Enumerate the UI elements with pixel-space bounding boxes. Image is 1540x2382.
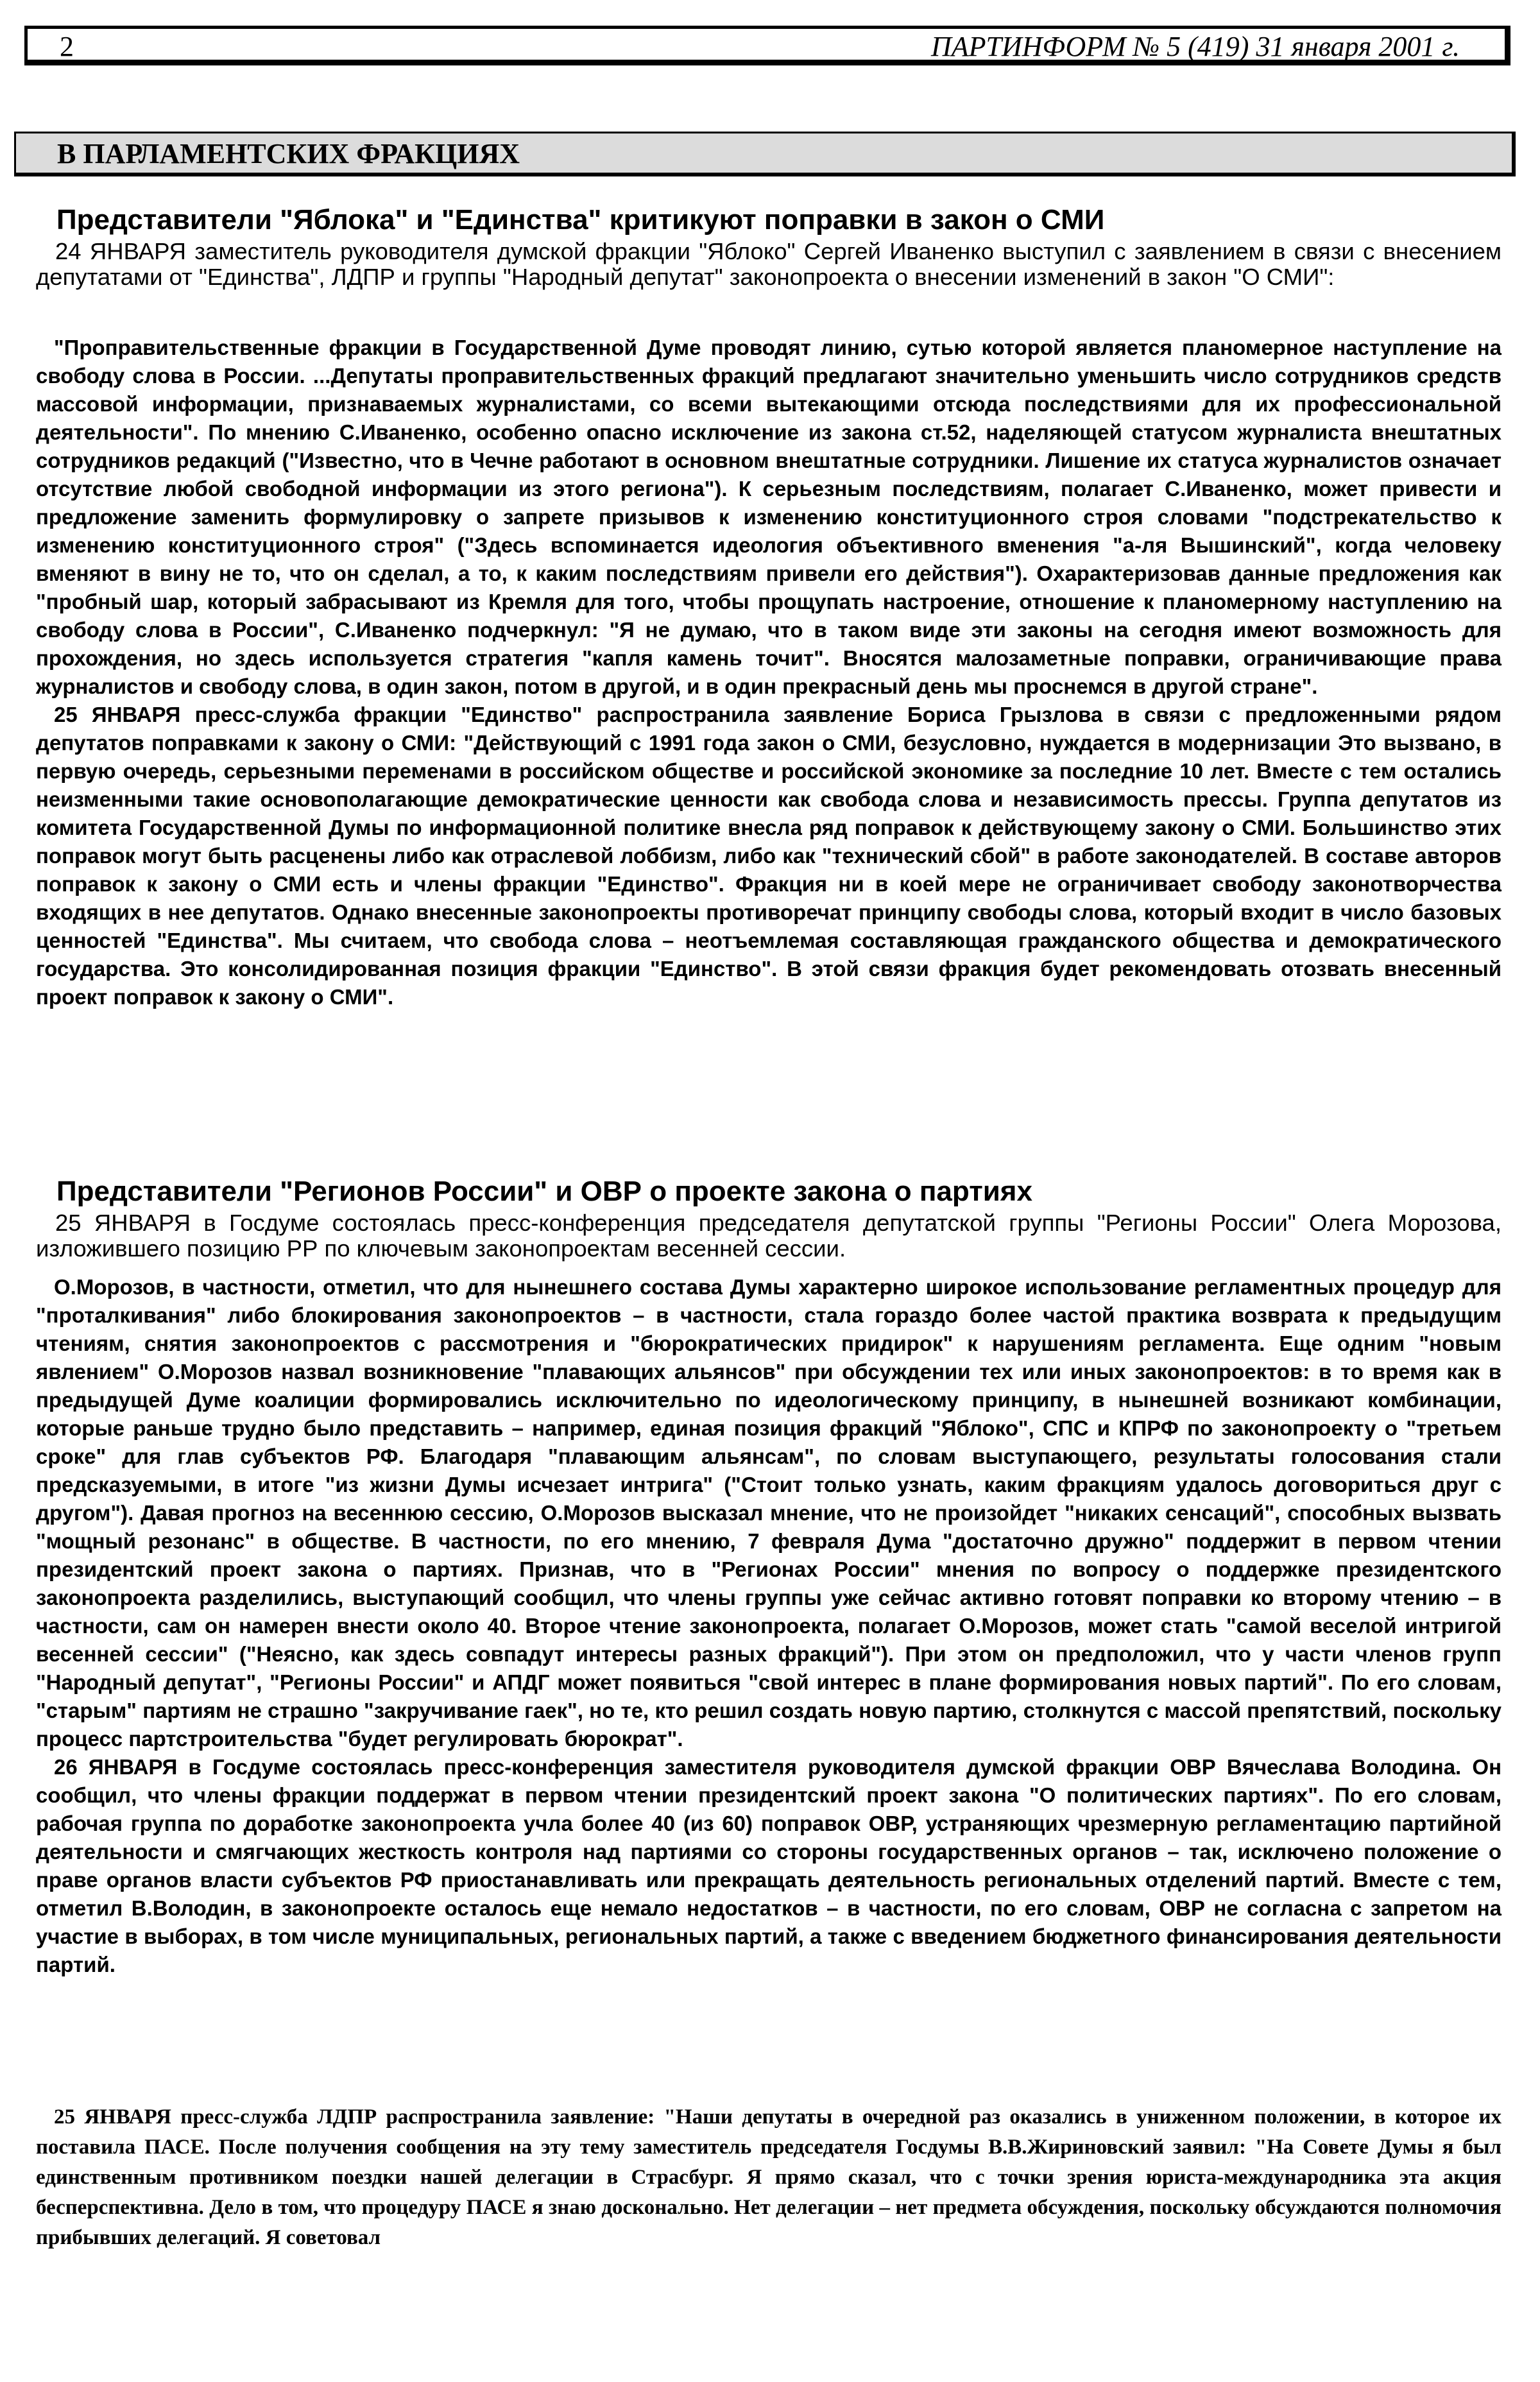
article2-body [36, 1273, 1502, 1979]
section-banner [14, 132, 1516, 176]
section-title: В ПАРЛАМЕНТСКИХ ФРАКЦИЯХ [57, 138, 520, 169]
article3-body [36, 2102, 1502, 2253]
article2-paragraph: 26 ЯНВАРЯ в Госдуме состоялась пресс-конференция заместителя руководителя думской фракции ОВР Вячеслава Володина. Он сообщил, что члены фракции поддержат в первом чтении президентский проект закона "О политических партиях". По его словам, рабочая группа по доработке законопроекта учла более 40 (из 60) поправок ОВР, устраняющих чрезмерную регламентацию партийной деятельности и смягчающих жесткость контроля над партиями со стороны государственных органов – так, исключено положение о праве органов власти субъектов РФ приостанавливать или прекращать деятельность региональных отделений партий. Вместе с тем, отметил В.Володин, в законопроекте осталось еще немало недостатков – в частности, по его словам, ОВР не согласна с запретом на участие в выборах, в том числе муниципальных, региональных партий, а также с введением бюджетного финансирования деятельности партий. [36, 1755, 1502, 1976]
masthead: ПАРТИНФОРМ № 5 (419) 31 января 2001 г. [930, 31, 1460, 62]
article1-lead: 24 ЯНВАРЯ заместитель руководителя думской фракции "Яблоко" Сергей Иваненко выступил с заявлением в связи с внесением депутатами от "Единства", ЛДПР и группы "Народный депутат" законопроекта о внесении изменений в закон "О СМИ": [36, 238, 1502, 290]
article1-body [36, 334, 1502, 1011]
page-header [24, 26, 1510, 65]
article1-paragraph: 25 ЯНВАРЯ пресс-служба фракции "Единство" распространила заявление Бориса Грызлова в связи с предложенными рядом депутатов поправками к закону о СМИ: "Действующий с 1991 года закон о СМИ, безусловно, нуждается в модернизации Это вызвано, в первую очередь, серьезными переменами в российском обществе и российской экономике за последние 10 лет. Вместе с тем остались неизменными такие основополагающие демократические ценности как свобода слова и независимость прессы. Группа депутатов из комитета Государственной Думы по информационной политике внесла ряд поправок к действующему закону о СМИ. Большинство этих поправок могут быть расценены либо как отраслевой лоббизм, либо как "технический сбой" в работе законодателей. В составе авторов поправок к закону о СМИ есть и члены фракции "Единство". Фракция ни в коей мере не ограничивает свободу законотворчества входящих в нее депутатов. Однако внесенные законопроекты противоречат принципу свободы слова, который входит в число базовых ценностей "Единства". Мы считаем, что свобода слова – неотъемлемая составляющая гражданского общества и демократического государства. Это консолидированная позиция фракции "Единство". В этой связи фракция будет рекомендовать отозвать внесенный проект поправок к закону о СМИ". [36, 703, 1502, 1009]
article2-headline: Представители "Регионов России" и ОВР о проекте закона о партиях [56, 1176, 1032, 1207]
article2-lead: 25 ЯНВАРЯ в Госдуме состоялась пресс-конференция председателя депутатской группы "Регионы России" Олега Морозова, изложившего позицию РР по ключевым законопроектам весенней сессии. [36, 1210, 1502, 1262]
article1-headline: Представители "Яблока" и "Единства" критикуют поправки в закон о СМИ [56, 204, 1105, 236]
article3-paragraph: 25 ЯНВАРЯ пресс-служба ЛДПР распространила заявление: "Наши депутаты в очередной раз оказались в униженном положении, в которое их поставила ПАСЕ. После получения сообщения на эту тему заместитель председателя Госдумы В.В.Жириновский заявил: "На Совете Думы я был единственным противником поездки нашей делегации в Страсбург. Я прямо сказал, что с точки зрения юриста-международника эта акция бесперспективна. Дело в том, что процедуру ПАСЕ я знаю досконально. Нет делегации – нет предмета обсуждения, поскольку обсуждаются полномочия прибывших делегаций. Я советовал [36, 2105, 1502, 2249]
page-number: 2 [60, 31, 74, 62]
article1-paragraph: "Проправительственные фракции в Государственной Думе проводят линию, сутью которой является планомерное наступление на свободу слова в России. ...Депутаты проправительственных фракций предлагают значительно уменьшить число сотрудников средств массовой информации, признаваемых журналистами, со всеми вытекающими отсюда последствиями для их профессиональной деятельности". По мнению С.Иваненко, особенно опасно исключение из закона ст.52, наделяющей статусом журналиста внештатных сотрудников редакций ("Известно, что в Чечне работают в основном внештатные сотрудники. Лишение их статуса журналистов означает отсутствие любой свободной информации из этого региона"). К серьезным последствиям, полагает С.Иваненко, может привести и предложение заменить формулировку о запрете призывов к изменению конституционного строя словами "подстрекательство к изменению конституционного строя" ("Здесь вспоминается идеология объективного вменения "а-ля Вышинский", когда человеку вменяют в вину не то, что он сделал, а то, к каким последствиям привели его действия"). Охарактеризовав данные предложения как "пробный шар, который забрасывают из Кремля для того, чтобы прощупать настроение, отношение к планомерному наступлению на свободу слова в России", С.Иваненко подчеркнул: "Я не думаю, что в таком виде эти законы на сегодня имеют возможность для прохождения, но здесь используется стратегия "капля камень точит". Вносятся малозаметные поправки, ограничивающие права журналистов и свободу слова, в один закон, потом в другой, и в один прекрасный день мы проснемся в другой стране". [36, 336, 1502, 698]
article2-paragraph: О.Морозов, в частности, отметил, что для нынешнего состава Думы характерно широкое использование регламентных процедур для "проталкивания" либо блокирования законопроектов – в частности, стала гораздо более частой практика возврата к предыдущим чтениям, снятия законопроектов с рассмотрения и "бюрократических придирок" к нарушениям регламента. Еще одним "новым явлением" О.Морозов назвал возникновение "плавающих альянсов" при обсуждении тех или иных законопроектов: в то время как в предыдущей Думе коалиции формировались исключительно по идеологическому принципу, в нынешней возникают комбинации, которые раньше трудно было представить – например, единая позиция фракций "Яблоко", СПС и КПРФ по законопроекту о "третьем сроке" для глав субъектов РФ. Благодаря "плавающим альянсам", по словам выступающего, результаты голосования стали предсказуемыми, в итоге "из жизни Думы исчезает интрига" ("Стоит только узнать, каким фракциям удалось договориться друг с другом"). Давая прогноз на весеннюю сессию, О.Морозов высказал мнение, что не произойдет "никаких сенсаций", способных вызвать "мощный резонанс" в обществе. В частности, по его мнению, 7 февраля Дума "достаточно дружно" поддержит в первом чтении президентский проект закона о партиях. Признав, что в "Регионах России" мнения по вопросу о поддержке президентского законопроекта разделились, выступающий сообщил, что члены группы уже сейчас активно готовят поправки ко второму чтению – в частности, сам он намерен внести около 40. Второе чтение законопроекта, полагает О.Морозов, может стать "самой веселой интригой весенней сессии" ("Неясно, как здесь совпадут интересы разных фракций"). При этом он предположил, что у части членов групп "Народный депутат", "Регионы России" и АПДГ может появиться "свой интерес в плане формирования новых партий". По его словам, "старым" партиям не страшно "закручивание гаек", но те, кто решил создать новую партию, столкнутся с массой препятствий, поскольку процесс партстроительства "будет регулировать бюрократ". [36, 1275, 1502, 1751]
